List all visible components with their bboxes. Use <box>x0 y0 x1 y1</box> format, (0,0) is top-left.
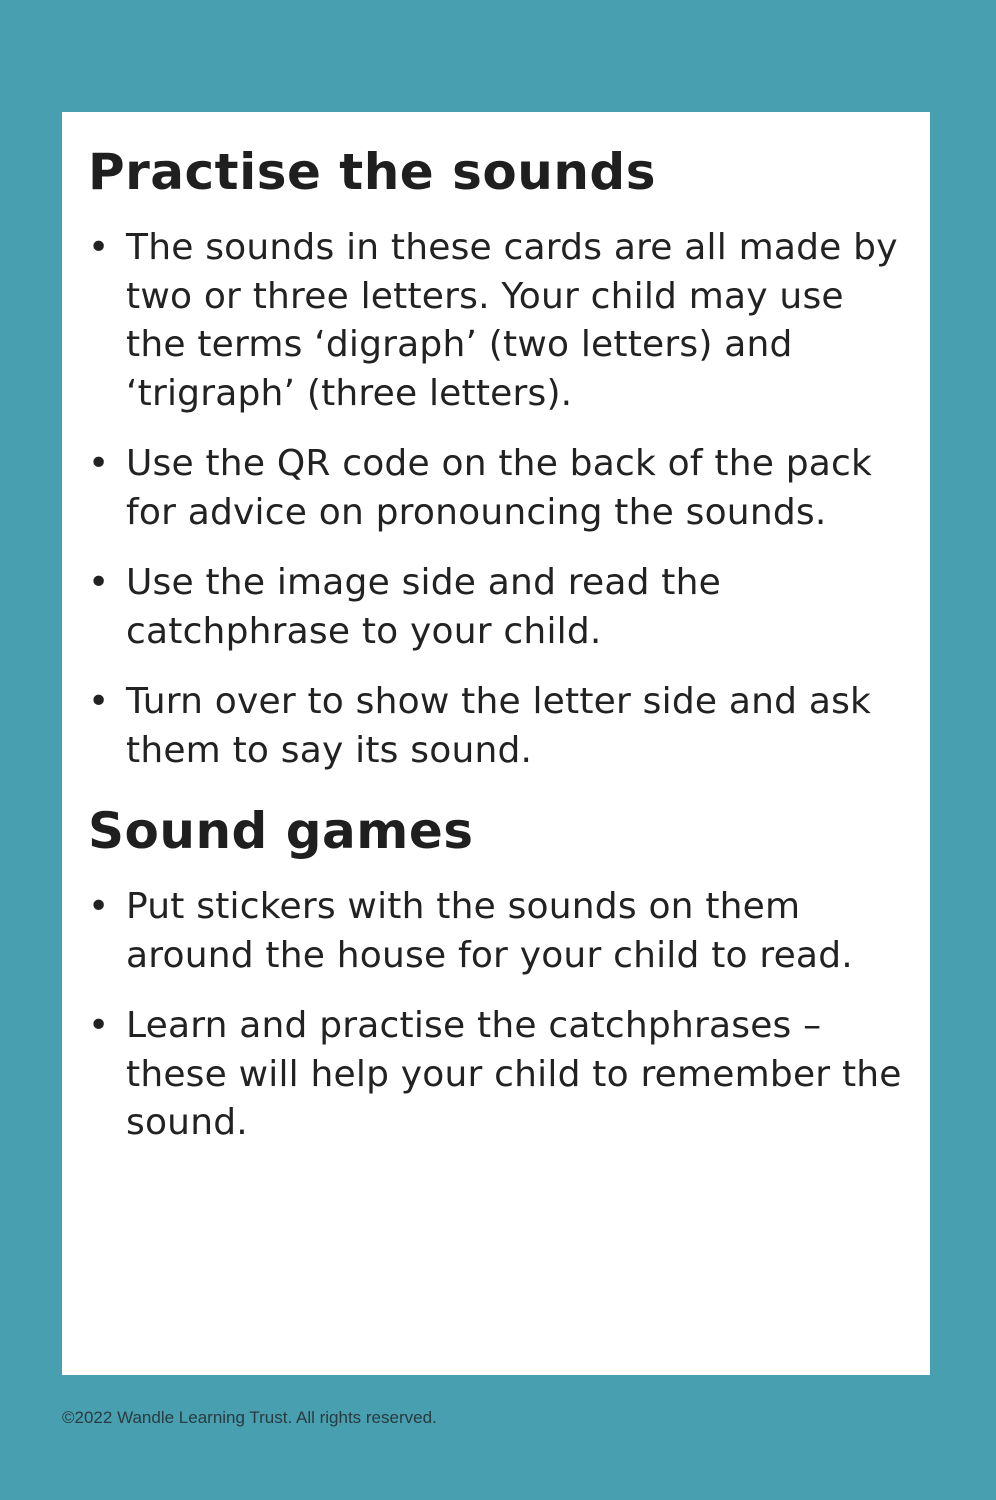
bullet-text: Put stickers with the sounds on them around the house for your child to read. <box>126 886 853 976</box>
bullet-text: Use the image side and read the catchphrase to your child. <box>126 562 721 652</box>
bullet-text: The sounds in these cards are all made by two or three letters. Your child may use the terms ‘digraph’ (two letters) and ‘trigraph’ (three letters). <box>126 227 898 414</box>
section-heading-sound-games: Sound games <box>88 802 474 860</box>
list-item <box>88 559 910 656</box>
sound-games-bullet-list <box>88 883 910 1148</box>
practise-bullet-list <box>88 224 910 775</box>
bullet-icon: • <box>88 443 110 484</box>
section-heading-practise-the-sounds: Practise the sounds <box>88 143 656 201</box>
list-item <box>88 883 910 980</box>
bullet-icon: • <box>88 681 110 722</box>
copyright-notice: ©2022 Wandle Learning Trust. All rights reserved. <box>62 1408 437 1427</box>
bullet-text: Learn and practise the catchphrases – these will help your child to remember the sound. <box>126 1005 902 1143</box>
bullet-icon: • <box>88 562 110 603</box>
list-item <box>88 678 910 775</box>
bullet-icon: • <box>88 886 110 927</box>
list-item <box>88 440 910 537</box>
list-item <box>88 1002 910 1148</box>
list-item <box>88 224 910 418</box>
bullet-icon: • <box>88 227 110 268</box>
bullet-text: Use the QR code on the back of the pack for advice on pronouncing the sounds. <box>126 443 873 533</box>
instruction-card <box>62 112 930 1375</box>
bullet-icon: • <box>88 1005 110 1046</box>
bullet-text: Turn over to show the letter side and ask them to say its sound. <box>126 681 872 771</box>
